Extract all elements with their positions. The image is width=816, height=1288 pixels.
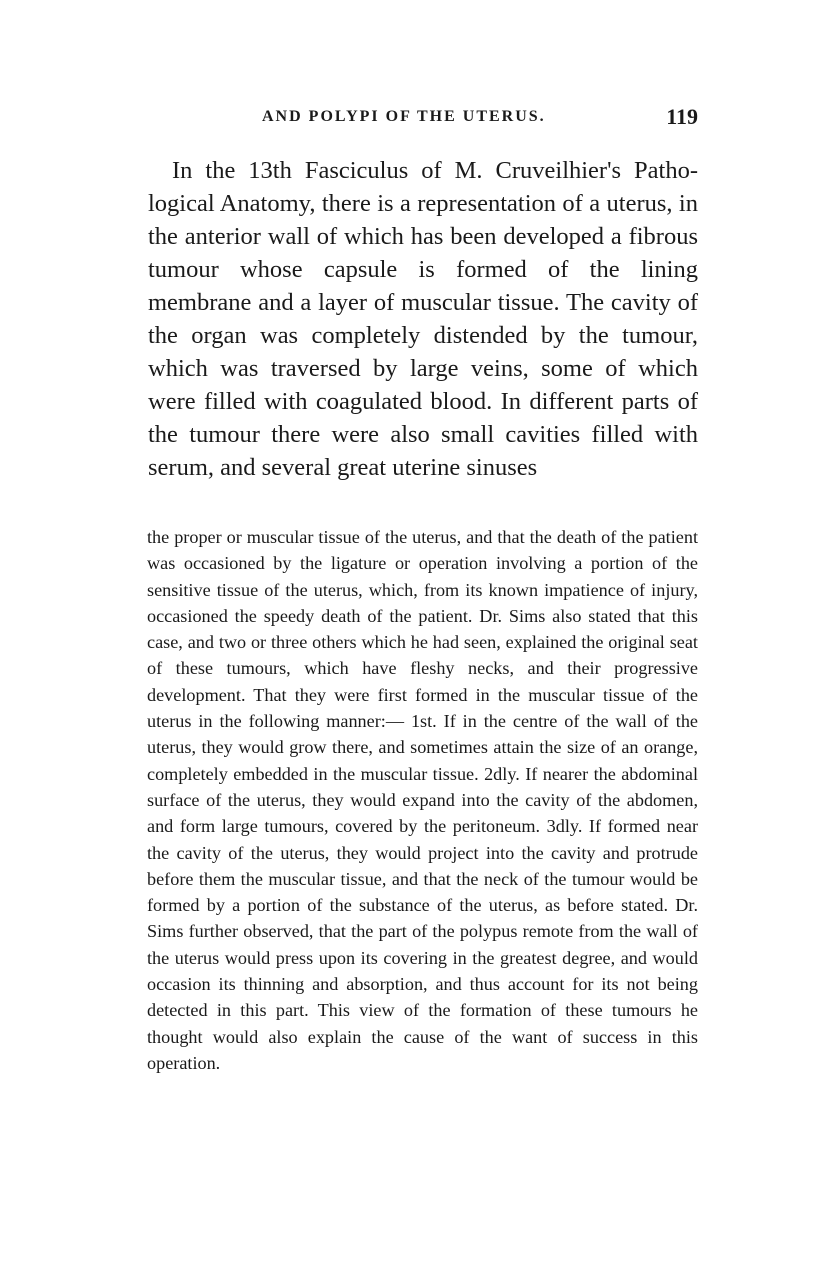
page-number: 119 bbox=[666, 104, 698, 129]
running-head bbox=[150, 104, 698, 134]
main-body-paragraph: In the 13th Fasciculus of M. Cruveilhier's Pathological Anatomy, there is a representation of a uterus, in the anterior wall of which has been developed a fibrous tumour whose capsule is formed of the lining membrane and a layer of muscular tissue. The cavity of the organ was completely distended by the tumour, which was traversed by large veins, some of which were filled with coagulated blood. In different parts of the tumour there were also small cavities filled with serum, and several great uterine sinuses bbox=[148, 157, 698, 481]
footnote-paragraph: the proper or muscular tissue of the uterus, and that the death of the patient was occasioned by the ligature or operation involving a portion of the sensitive tissue of the uterus, which, from its known impatience of injury, occasioned the speedy death of the patient. Dr. Sims also stated that this case, and two or three others which he had seen, explained the original seat of these tumours, which have fleshy necks, and their progressive development. That they were first formed in the muscular tissue of the uterus in the following manner:— 1st. If in the centre of the wall of the uterus, they would grow there, and sometimes attain the size of an orange, completely embedded in the muscular tissue. 2dly. If nearer the abdominal surface of the uterus, they would expand into the cavity of the abdomen, and form large tumours, covered by the peritoneum. 3dly. If formed near the cavity of the uterus, they would project into the cavity and protrude before them the muscular tissue, and that the neck of the tumour would be formed by a portion of the substance of the uterus, as before stated. Dr. Sims further observed, that the part of the polypus remote from the wall of the uterus would press upon its covering in the greatest degree, and would occasion its thinning and absorption, and thus account for its not being detected in this part. This view of the formation of these tumours he thought would also explain the cause of the want of success in this operation. bbox=[147, 527, 698, 1073]
running-title: AND POLYPI OF THE UTERUS. bbox=[262, 108, 546, 125]
